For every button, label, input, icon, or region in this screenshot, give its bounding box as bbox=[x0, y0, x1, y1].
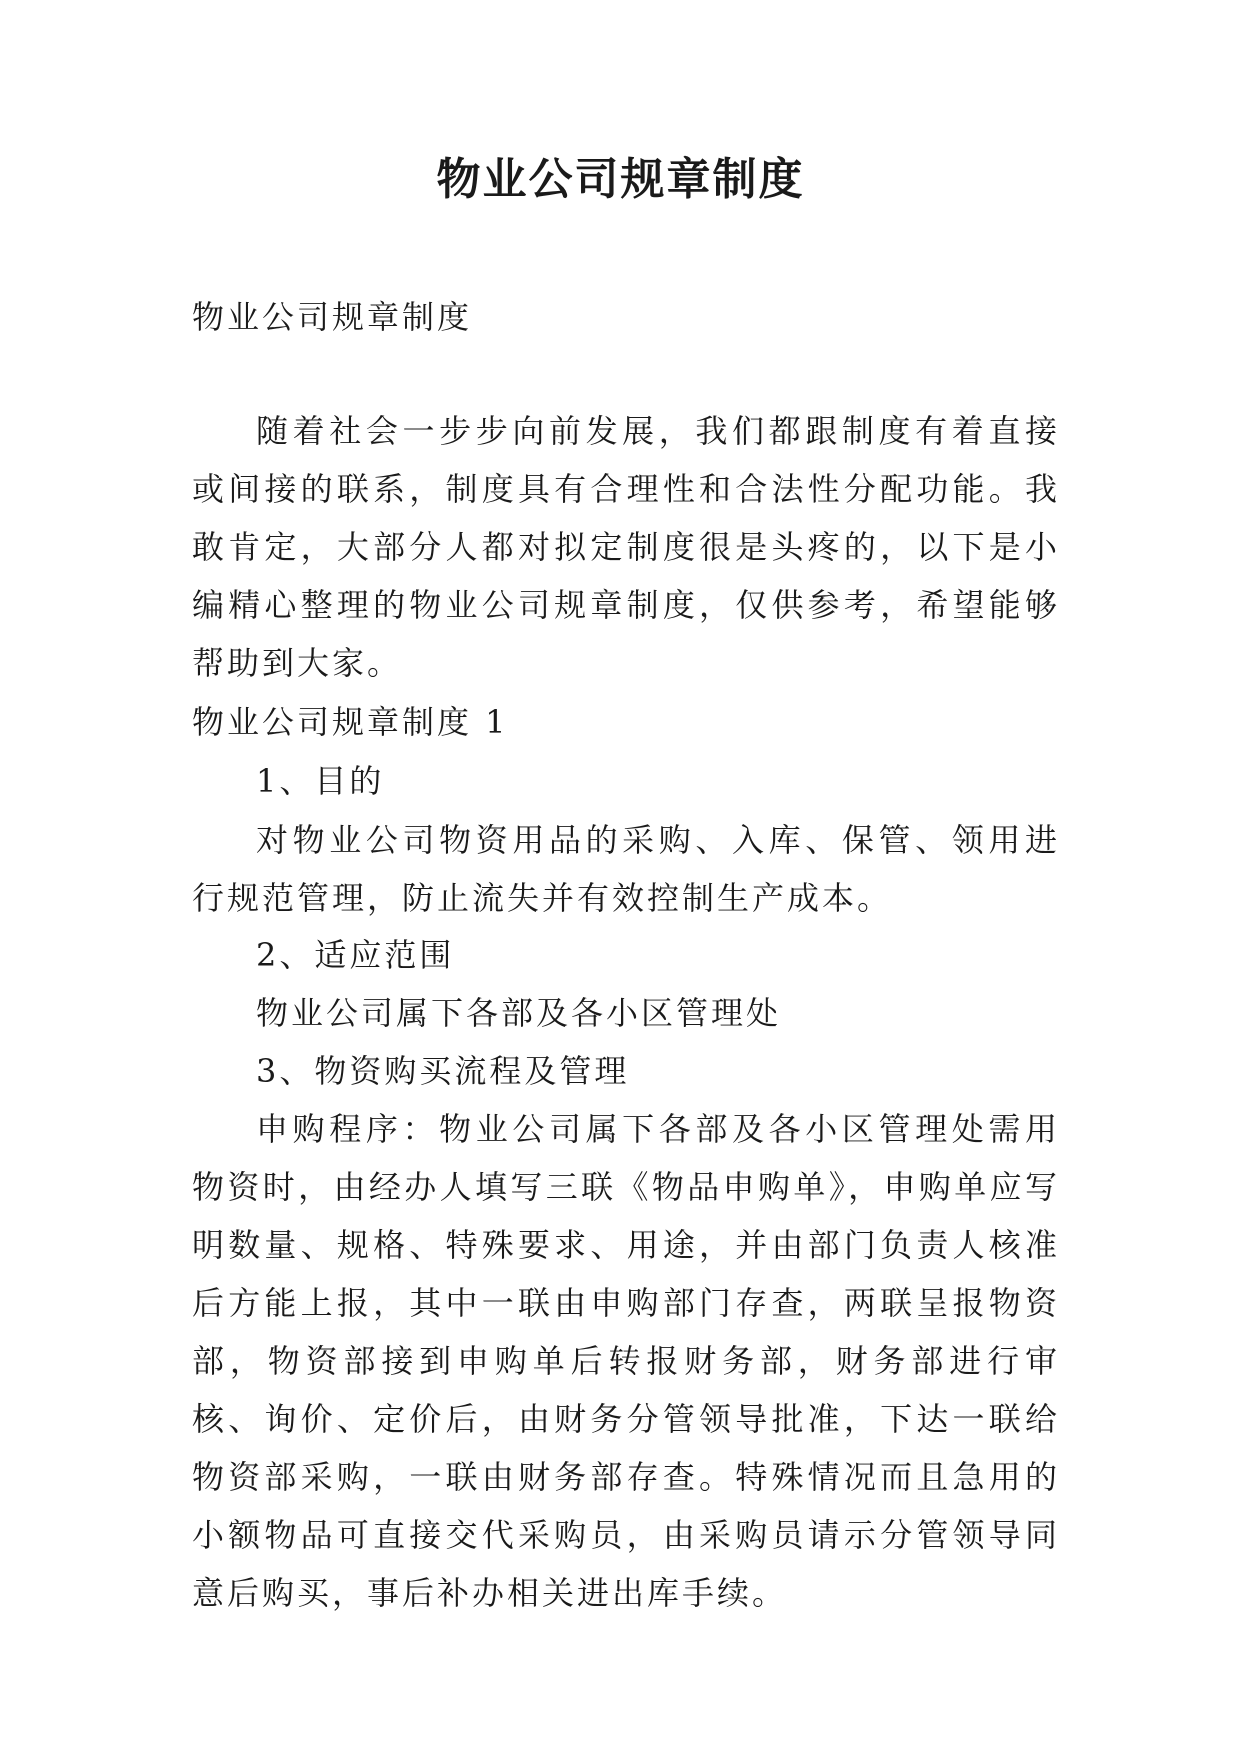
document-subtitle: 物业公司规章制度 bbox=[192, 298, 473, 336]
item-2-heading: 2、适应范围 bbox=[256, 936, 455, 974]
item-2-paragraph: 物业公司属下各部及各小区管理处 bbox=[256, 994, 782, 1032]
item-1-paragraph: 对物业公司物资用品的采购、入库、保管、领用进行规范管理，防止流失并有效控制生产成本。 bbox=[192, 821, 1060, 917]
item-3-heading: 3、物资购买流程及管理 bbox=[256, 1052, 630, 1090]
item-3-paragraph: 申购程序：物业公司属下各部及各小区管理处需用物资时，由经办人填写三联《物品申购单》，申购单应写明数量、规格、特殊要求、用途，并由部门负责人核准后方能上报，其中一联由申购部门存查，两联呈报物资部，物资部接到申购单后转报财务部，财务部进行审核、询价、定价后，由财务分管领导批准，下达一联给物资部采购，一联由财务部存查。特殊情况而且急用的小额物品可直接交代采购员，由采购员请示分管领导同意后购买，事后补办相关进出库手续。 bbox=[192, 1110, 1060, 1612]
intro-paragraph: 随着社会一步步向前发展，我们都跟制度有着直接或间接的联系，制度具有合理性和合法性分配功能。我敢肯定，大部分人都对拟定制度很是头疼的，以下是小编精心整理的物业公司规章制度，仅供参考，希望能够帮助到大家。 bbox=[192, 412, 1060, 682]
section-heading: 物业公司规章制度 1 bbox=[192, 703, 509, 741]
item-1-heading: 1、目的 bbox=[256, 762, 385, 800]
document-title: 物业公司规章制度 bbox=[436, 154, 805, 205]
